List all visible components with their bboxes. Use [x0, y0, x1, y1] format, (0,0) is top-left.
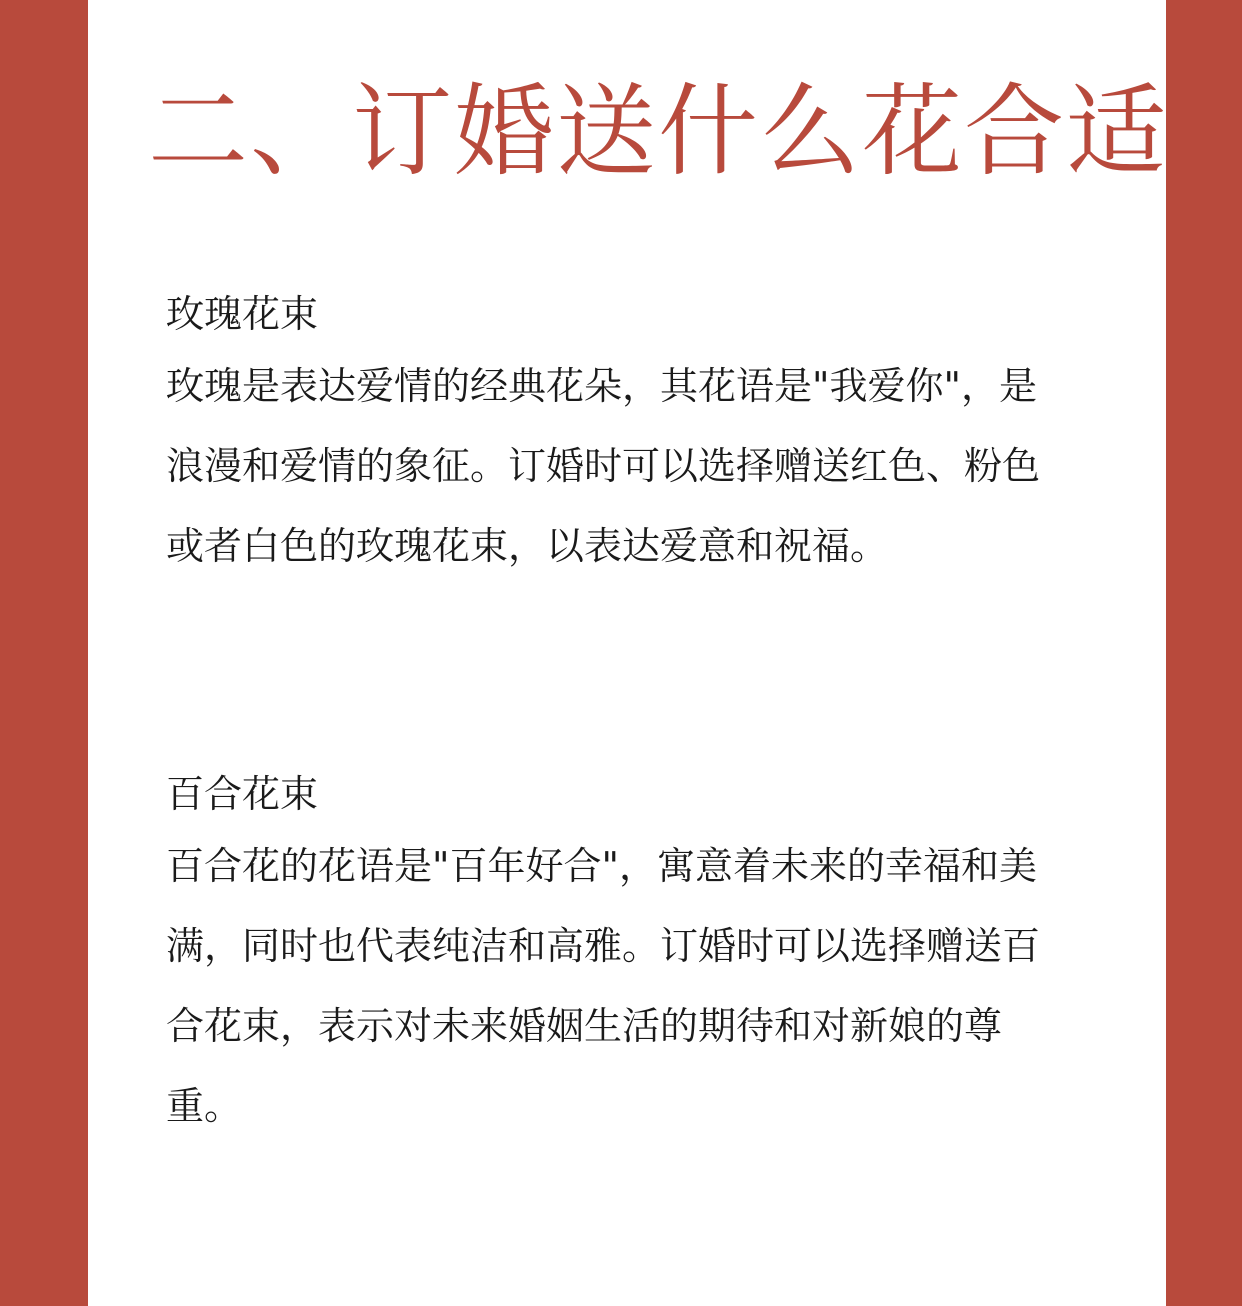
section-heading-rose: 玫瑰花束	[166, 292, 319, 336]
section-lily	[166, 764, 1066, 1146]
left-border	[0, 0, 88, 1306]
section-rose	[166, 284, 1066, 586]
article-page	[88, 0, 1166, 1306]
section-body-lily: 百合花的花语是"百年好合"，寓意着未来的幸福和美满，同时也代表纯洁和高雅。订婚时可以选择赠送百合花束，表示对未来婚姻生活的期待和对新娘的尊重。	[166, 844, 1041, 1128]
page-title: 二、订婚送什么花合适	[148, 73, 1168, 190]
right-border	[1166, 0, 1242, 1306]
section-heading-lily: 百合花束	[166, 772, 319, 816]
section-body-rose: 玫瑰是表达爱情的经典花朵，其花语是"我爱你"，是浪漫和爱情的象征。订婚时可以选择赠送红色、粉色或者白色的玫瑰花束，以表达爱意和祝福。	[166, 364, 1041, 568]
